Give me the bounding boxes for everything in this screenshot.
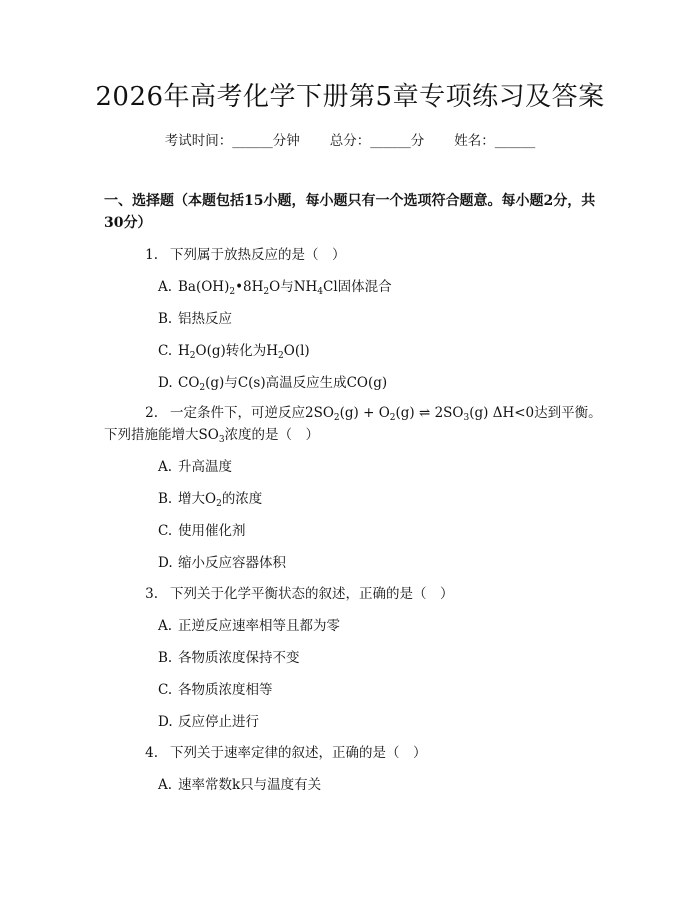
option-1b: B. 铝热反应 <box>158 311 232 327</box>
page-title: 2026年高考化学下册第5章专项练习及答案 <box>95 82 605 112</box>
question-number: 3. <box>145 586 158 602</box>
option-2b: B. 增大$O_2$的浓度 <box>158 491 263 509</box>
time-blank: ______ <box>232 133 273 149</box>
question-number: 2. <box>145 405 158 421</box>
question-1 <box>104 244 604 266</box>
option-2c: C. 使用催化剂 <box>158 523 246 539</box>
question-3 <box>104 583 604 605</box>
option-4a: A. 速率常数k只与温度有关 <box>158 777 322 793</box>
name-blank: ______ <box>494 133 536 149</box>
option-3a: A. 正逆反应速率相等且都为零 <box>158 618 340 634</box>
score-unit: 分 <box>410 133 425 149</box>
question-number: 1. <box>145 247 158 263</box>
time-label: 考试时间： <box>164 133 233 149</box>
question-stem: 下列关于速率定律的叙述，正确的是（ ） <box>170 745 427 761</box>
option-3d: D. 反应停止进行 <box>158 714 259 730</box>
option-1d: D. $CO_2(g)$与C(s)高温反应生成CO(g) <box>158 375 388 393</box>
question-4 <box>104 742 604 764</box>
question-stem: 下列关于化学平衡状态的叙述，正确的是（ ） <box>170 586 454 602</box>
time-unit: 分钟 <box>272 133 300 149</box>
name-label: 姓名： <box>454 133 495 149</box>
option-3c: C. 各物质浓度相等 <box>158 682 273 698</box>
question-2: 2. 一定条件下，可逆反应$2SO_2(g) + O_2(g)$ ⇌ $2SO_3(g)$ ΔH<0达到平衡。下列措施能增大$SO_3$浓度的是（ ） <box>104 402 604 446</box>
question-number: 4. <box>145 745 158 761</box>
option-1a: A. $Ba(OH)_2•8H_2O$与$NH_4Cl$固体混合 <box>158 279 392 297</box>
option-2a: A. 升高温度 <box>158 459 232 475</box>
option-3b: B. 各物质浓度保持不变 <box>158 650 300 666</box>
option-1c: C. $H_2O(g)$转化为$H_2O(l)$ <box>158 343 310 361</box>
question-stem: 下列属于放热反应的是（ ） <box>170 247 346 263</box>
option-2d: D. 缩小反应容器体积 <box>158 555 286 571</box>
section-heading: 一、选择题（本题包括15小题，每小题只有一个选项符合题意。每小题2分，共30分） <box>104 193 596 231</box>
exam-meta <box>0 130 700 152</box>
score-blank: ______ <box>370 133 411 149</box>
score-label: 总分： <box>329 133 371 149</box>
